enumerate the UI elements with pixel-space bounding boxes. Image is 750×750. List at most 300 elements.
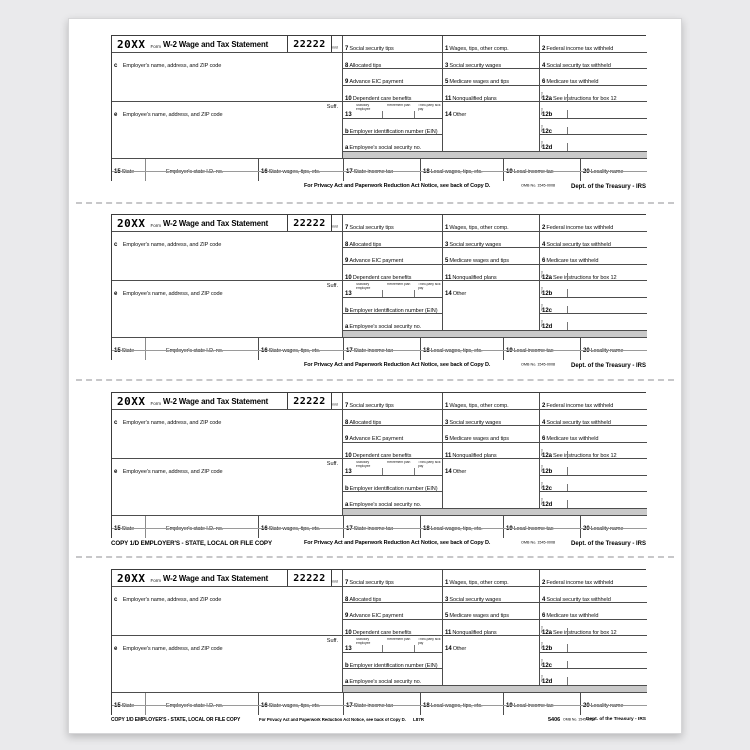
box-a-employee-ssn[interactable] xyxy=(342,314,442,331)
box-letter: c xyxy=(114,242,118,248)
box-e-employee-name-address[interactable] xyxy=(112,636,342,693)
box-label: Social security tax withheld xyxy=(546,596,611,603)
box-number: 10 xyxy=(345,452,352,459)
form-word: Form xyxy=(150,400,161,406)
void-checkbox[interactable] xyxy=(331,37,342,52)
box-label: State xyxy=(121,169,135,175)
box-number: 2 xyxy=(542,580,546,586)
box-number: 6 xyxy=(542,436,546,443)
treasury-dept-label: Dept. of the Treasury - IRS xyxy=(570,184,646,190)
box-letter: b xyxy=(345,485,349,492)
box-label: Wages, tips, other comp. xyxy=(449,580,509,586)
box-letter: a xyxy=(345,145,349,152)
box-number: 17 xyxy=(346,169,353,175)
state-row-entry-divider xyxy=(112,350,647,351)
code-divider xyxy=(567,628,568,636)
box-label: Employee's name, address, and ZIP code xyxy=(122,112,223,119)
box-a-employee-ssn[interactable] xyxy=(342,135,442,152)
box-number: 7 xyxy=(345,225,349,231)
box-label: Allocated tips xyxy=(349,241,382,248)
box-number: 11 xyxy=(445,95,452,102)
box-number: 16 xyxy=(261,526,268,532)
box-4-social-security-tax[interactable] xyxy=(539,410,647,427)
box-3-social-security-wages[interactable] xyxy=(442,53,539,70)
box-label: Wages, tips, other comp. xyxy=(449,46,509,52)
box-12a[interactable] xyxy=(539,86,647,103)
box-8-allocated-tips[interactable] xyxy=(342,587,442,604)
box-letter: e xyxy=(114,646,118,653)
box-12c[interactable] xyxy=(539,476,647,493)
box-number: 12d xyxy=(542,679,553,686)
box-number: 5 xyxy=(445,613,449,620)
box-label: Local wages, tips, etc. xyxy=(430,703,483,709)
box-12d[interactable] xyxy=(539,492,647,509)
box-13-checkboxes[interactable] xyxy=(342,459,442,476)
box-12c[interactable] xyxy=(539,653,647,670)
perforation-line xyxy=(76,379,674,381)
omb-number: OMB No. 1545-0008 xyxy=(521,184,556,188)
box-label: Local income tax xyxy=(513,526,554,532)
box-number: 6 xyxy=(542,613,546,620)
box-b-employer-ein[interactable] xyxy=(342,476,442,493)
box-number: 18 xyxy=(423,703,430,709)
control-number: 22222 xyxy=(293,395,326,407)
privacy-act-notice: For Privacy Act and Paperwork Reduction Act Notice, see back of Copy D. xyxy=(304,362,491,368)
box-number: 10 xyxy=(345,274,352,281)
void-checkbox[interactable] xyxy=(331,571,342,586)
box-label: See instructions for box 12 xyxy=(553,452,617,459)
box-number: 11 xyxy=(445,274,452,281)
box-7-social-security-tips[interactable] xyxy=(342,36,442,53)
box-label: Employer's state I.D. no. xyxy=(166,169,224,175)
code-divider xyxy=(567,94,568,102)
box-number: 12b xyxy=(542,469,553,476)
box-label: Other xyxy=(452,646,467,653)
w2-form xyxy=(111,392,646,538)
box-number: 12c xyxy=(542,307,553,314)
code-label: Code xyxy=(540,124,543,133)
box-13-checkboxes[interactable] xyxy=(342,636,442,653)
void-checkbox[interactable] xyxy=(331,216,342,231)
box-label: Employee's name, address, and ZIP code xyxy=(122,469,223,476)
box-letter: a xyxy=(345,502,349,509)
form-footer xyxy=(111,717,646,729)
box-14-other[interactable] xyxy=(442,636,539,686)
box-label: Medicare tax withheld xyxy=(546,613,599,620)
box-number: 5 xyxy=(445,79,449,86)
box-12d[interactable] xyxy=(539,135,647,152)
box-9-advance-eic-payment[interactable] xyxy=(342,426,442,443)
treasury-dept-label: Dept. of the Treasury - IRS xyxy=(586,717,646,722)
box-e-employee-name-address[interactable] xyxy=(112,102,342,159)
box-letter: b xyxy=(345,128,349,135)
statutory-employee-checkbox-label: Statutory employee xyxy=(356,104,371,112)
box-5-medicare-wages[interactable] xyxy=(442,69,539,86)
box-number: 15 xyxy=(114,348,121,354)
code-label: Code xyxy=(540,481,543,490)
box-number: 20 xyxy=(583,526,590,532)
box-label: Employee's social security no. xyxy=(349,324,422,331)
box-12a[interactable] xyxy=(539,620,647,637)
void-label: Void xyxy=(331,225,338,229)
box-label: Employer's name, address, and ZIP code xyxy=(122,597,222,603)
copy-designation: COPY 1/D EMPLOYER'S - STATE, LOCAL OR FILE COPY xyxy=(111,540,272,547)
box-number: 15 xyxy=(114,169,121,175)
box-11-nonqualified-plans[interactable] xyxy=(442,86,539,103)
box-number: 10 xyxy=(345,95,352,102)
box-11-nonqualified-plans[interactable] xyxy=(442,443,539,460)
box-label: State wages, tips, etc. xyxy=(268,526,321,532)
box-c-employer-name-address[interactable] xyxy=(112,232,342,281)
form-footer xyxy=(111,183,646,195)
box-8-allocated-tips[interactable] xyxy=(342,53,442,70)
checkbox-divider xyxy=(414,111,415,118)
box-b-employer-ein[interactable] xyxy=(342,298,442,315)
box-5-medicare-wages[interactable] xyxy=(442,603,539,620)
w2-form xyxy=(111,214,646,360)
box-number: 8 xyxy=(345,62,349,69)
box-7-social-security-tips[interactable] xyxy=(342,570,442,587)
box-number: 5 xyxy=(445,436,449,443)
box-label: Dependent care benefits xyxy=(352,452,412,459)
box-label: Medicare wages and tips xyxy=(449,79,509,86)
box-number: 15 xyxy=(114,526,121,532)
box-12b[interactable] xyxy=(539,459,647,476)
box-12a[interactable] xyxy=(539,443,647,460)
box-label: Social security tips xyxy=(349,46,394,52)
box-label: Advance EIC payment xyxy=(349,436,404,443)
tax-year: 20XX xyxy=(117,217,146,230)
box-label: State wages, tips, etc. xyxy=(268,169,321,175)
box-label: Federal income tax withheld xyxy=(546,403,614,409)
box-6-medicare-tax[interactable] xyxy=(539,426,647,443)
box-2-federal-income-tax[interactable] xyxy=(539,215,647,232)
box-6-medicare-tax[interactable] xyxy=(539,248,647,265)
perforation-line xyxy=(76,202,674,204)
form-word: Form xyxy=(150,222,161,228)
omb-number: OMB No. 1545-0008 xyxy=(521,363,556,367)
w2-form-copy xyxy=(111,392,646,554)
box-8-allocated-tips[interactable] xyxy=(342,232,442,249)
box-number: 12a xyxy=(542,95,553,102)
box-5-medicare-wages[interactable] xyxy=(442,248,539,265)
box-label: Local income tax xyxy=(513,703,554,709)
tax-year: 20XX xyxy=(117,395,146,408)
box-number: 20 xyxy=(583,348,590,354)
w2-form-copy xyxy=(111,569,646,731)
box-c-employer-name-address[interactable] xyxy=(112,410,342,459)
box-number: 2 xyxy=(542,403,546,409)
form-footer xyxy=(111,540,646,552)
box-b-employer-ein[interactable] xyxy=(342,653,442,670)
box-label: Allocated tips xyxy=(349,596,382,603)
code-label: Code xyxy=(540,303,543,312)
void-checkbox[interactable] xyxy=(331,394,342,409)
box-1-wages-tips[interactable] xyxy=(442,570,539,587)
box-label: Employer identification number (EIN) xyxy=(349,307,438,314)
code-divider xyxy=(567,451,568,459)
box-label: Wages, tips, other comp. xyxy=(449,403,509,409)
box-4-social-security-tax[interactable] xyxy=(539,53,647,70)
box-3-social-security-wages[interactable] xyxy=(442,587,539,604)
box-number: 14 xyxy=(445,646,452,653)
code-label: Code xyxy=(540,498,543,506)
box-9-advance-eic-payment[interactable] xyxy=(342,603,442,620)
code-divider xyxy=(567,677,568,685)
paper-sheet xyxy=(68,18,682,734)
box-number: 17 xyxy=(346,526,353,532)
box-11-nonqualified-plans[interactable] xyxy=(442,265,539,282)
box-1-wages-tips[interactable] xyxy=(442,215,539,232)
box-e-employee-name-address[interactable] xyxy=(112,459,342,516)
box-1-wages-tips[interactable] xyxy=(442,393,539,410)
box-label: Local income tax xyxy=(513,169,554,175)
code-divider xyxy=(567,273,568,281)
box-number: 1 xyxy=(445,46,449,52)
box-label: Employer's state I.D. no. xyxy=(166,526,224,532)
box-label: Medicare tax withheld xyxy=(546,79,599,86)
treasury-dept-label: Dept. of the Treasury - IRS xyxy=(570,541,646,547)
box-10-dependent-care-benefits[interactable] xyxy=(342,443,442,460)
tax-year: 20XX xyxy=(117,38,146,51)
box-12d[interactable] xyxy=(539,669,647,686)
box-12c[interactable] xyxy=(539,298,647,315)
code-label: Code xyxy=(540,448,543,456)
code-label: Code xyxy=(540,625,543,633)
form-word: Form xyxy=(150,577,161,583)
box-label: State xyxy=(121,348,135,354)
box-number: 7 xyxy=(345,580,349,586)
box-14-other[interactable] xyxy=(442,459,539,509)
box-label: Social security tips xyxy=(349,403,394,409)
box-letter: b xyxy=(345,307,349,314)
box-label: Federal income tax withheld xyxy=(546,580,614,586)
checkbox-divider xyxy=(382,468,383,475)
box-12b[interactable] xyxy=(539,281,647,298)
box-6-medicare-tax[interactable] xyxy=(539,603,647,620)
box-label: Social security tax withheld xyxy=(546,62,611,69)
box-number: 12c xyxy=(542,128,553,135)
box-label: Nonqualified plans xyxy=(452,274,497,281)
box-2-federal-income-tax[interactable] xyxy=(539,36,647,53)
box-e-employee-name-address[interactable] xyxy=(112,281,342,338)
box-label: Employee's name, address, and ZIP code xyxy=(122,291,223,298)
box-label: Medicare wages and tips xyxy=(449,258,509,265)
box-a-employee-ssn[interactable] xyxy=(342,669,442,686)
box-12b[interactable] xyxy=(539,636,647,653)
box-9-advance-eic-payment[interactable] xyxy=(342,69,442,86)
omb-number: OMB No. 1545-0008 xyxy=(563,718,595,722)
box-label: State wages, tips, etc. xyxy=(268,703,321,709)
box-label: Medicare tax withheld xyxy=(546,436,599,443)
box-4-social-security-tax[interactable] xyxy=(539,587,647,604)
box-number: 11 xyxy=(445,629,452,636)
box-number: 9 xyxy=(345,613,349,620)
code-divider xyxy=(567,500,568,508)
box-number: 13 xyxy=(345,291,352,298)
box-number: 5 xyxy=(445,258,449,265)
code-divider xyxy=(567,289,568,297)
box-number: 6 xyxy=(542,79,546,86)
box-label: Medicare tax withheld xyxy=(546,258,599,265)
box-c-employer-name-address[interactable] xyxy=(112,587,342,636)
box-label: Employer's name, address, and ZIP code xyxy=(122,63,222,69)
box-c-employer-name-address[interactable] xyxy=(112,53,342,102)
box-14-other[interactable] xyxy=(442,102,539,152)
box-number: 14 xyxy=(445,469,452,476)
tax-year: 20XX xyxy=(117,572,146,585)
box-number: 12b xyxy=(542,646,553,653)
box-label: Locality name xyxy=(590,526,624,532)
box-number: 14 xyxy=(445,291,452,298)
third-party-sick-pay-checkbox-label: Third-party sick pay xyxy=(418,104,441,112)
box-number: 15 xyxy=(114,703,121,709)
form-code-right: 5406 xyxy=(548,717,561,723)
box-10-dependent-care-benefits[interactable] xyxy=(342,620,442,637)
code-divider xyxy=(567,644,568,652)
box-8-allocated-tips[interactable] xyxy=(342,410,442,427)
box-label: Other xyxy=(452,291,467,298)
box-number: 19 xyxy=(506,703,513,709)
box-letter: e xyxy=(114,112,118,119)
box-number: 1 xyxy=(445,580,449,586)
box-12a[interactable] xyxy=(539,265,647,282)
code-divider xyxy=(567,110,568,118)
box-11-nonqualified-plans[interactable] xyxy=(442,620,539,637)
box-12c[interactable] xyxy=(539,119,647,136)
box-label: Other xyxy=(452,469,467,476)
box-label: Locality name xyxy=(590,169,624,175)
statutory-employee-checkbox-label: Statutory employee xyxy=(356,638,371,646)
box-label: Local income tax xyxy=(513,348,554,354)
box-14-other[interactable] xyxy=(442,281,539,331)
box-label: Advance EIC payment xyxy=(349,613,404,620)
box-label: Nonqualified plans xyxy=(452,629,497,636)
box-1-wages-tips[interactable] xyxy=(442,36,539,53)
box-number: 13 xyxy=(345,646,352,653)
box-number: 18 xyxy=(423,526,430,532)
box-b-employer-ein[interactable] xyxy=(342,119,442,136)
box-12b[interactable] xyxy=(539,102,647,119)
box-7-social-security-tips[interactable] xyxy=(342,393,442,410)
third-party-sick-pay-checkbox-label: Third-party sick pay xyxy=(418,283,441,291)
third-party-sick-pay-checkbox-label: Third-party sick pay xyxy=(418,638,441,646)
box-letter: c xyxy=(114,63,118,69)
w2-form xyxy=(111,35,646,181)
box-label: Local wages, tips, etc. xyxy=(430,169,483,175)
privacy-act-notice: For Privacy Act and Paperwork Reduction Act Notice, see back of Copy D. xyxy=(259,718,406,723)
box-number: 12b xyxy=(542,112,553,119)
box-number: 16 xyxy=(261,703,268,709)
box-3-social-security-wages[interactable] xyxy=(442,232,539,249)
box-12d[interactable] xyxy=(539,314,647,331)
code-label: Code xyxy=(540,642,543,650)
box-label: Employer's name, address, and ZIP code xyxy=(122,420,222,426)
omb-number: OMB No. 1545-0008 xyxy=(521,541,556,545)
box-number: 12d xyxy=(542,502,553,509)
control-number-box xyxy=(287,215,332,231)
box-number: 19 xyxy=(506,348,513,354)
privacy-act-notice: For Privacy Act and Paperwork Reduction Act Notice, see back of Copy D. xyxy=(304,540,491,546)
control-number: 22222 xyxy=(293,217,326,229)
shaded-strip xyxy=(342,509,647,516)
box-number: 6 xyxy=(542,258,546,265)
box-label: Medicare wages and tips xyxy=(449,436,509,443)
box-label: State income tax xyxy=(353,526,394,532)
box-number: 8 xyxy=(345,596,349,603)
box-number: 18 xyxy=(423,169,430,175)
copy-designation: COPY 1/D EMPLOYER'S - STATE, LOCAL OR FILE COPY xyxy=(111,717,241,723)
box-number: 11 xyxy=(445,452,452,459)
box-label: Locality name xyxy=(590,348,624,354)
box-2-federal-income-tax[interactable] xyxy=(539,393,647,410)
box-10-dependent-care-benefits[interactable] xyxy=(342,265,442,282)
box-label: Local wages, tips, etc. xyxy=(430,348,483,354)
form-title: W-2 Wage and Tax Statement xyxy=(163,397,269,406)
box-9-advance-eic-payment[interactable] xyxy=(342,248,442,265)
box-number: 2 xyxy=(542,225,546,231)
code-divider xyxy=(567,467,568,475)
box-13-checkboxes[interactable] xyxy=(342,281,442,298)
form-footer xyxy=(111,362,646,374)
box-label: Social security wages xyxy=(449,241,502,248)
box-label: Employee's social security no. xyxy=(349,145,422,152)
checkbox-divider xyxy=(382,645,383,652)
box-number: 20 xyxy=(583,169,590,175)
box-7-social-security-tips[interactable] xyxy=(342,215,442,232)
box-label: See instructions for box 12 xyxy=(553,274,617,281)
box-label: Nonqualified plans xyxy=(452,95,497,102)
box-5-medicare-wages[interactable] xyxy=(442,426,539,443)
box-number: 4 xyxy=(542,241,546,248)
box-number: 17 xyxy=(346,348,353,354)
checkbox-divider xyxy=(414,645,415,652)
box-label: Social security tips xyxy=(349,225,394,231)
shaded-strip xyxy=(342,686,647,693)
box-number: 7 xyxy=(345,403,349,409)
box-2-federal-income-tax[interactable] xyxy=(539,570,647,587)
box-label: Employer's name, address, and ZIP code xyxy=(122,242,222,248)
box-label: Other xyxy=(452,112,467,119)
void-label: Void xyxy=(331,580,338,584)
box-number: 13 xyxy=(345,469,352,476)
code-divider xyxy=(567,322,568,330)
control-number: 22222 xyxy=(293,572,326,584)
box-label: Wages, tips, other comp. xyxy=(449,225,509,231)
box-label: Federal income tax withheld xyxy=(546,225,614,231)
code-divider xyxy=(567,484,568,492)
box-13-checkboxes[interactable] xyxy=(342,102,442,119)
box-number: 12c xyxy=(542,485,553,492)
box-label: See instructions for box 12 xyxy=(553,95,617,102)
box-letter: c xyxy=(114,597,118,603)
box-6-medicare-tax[interactable] xyxy=(539,69,647,86)
box-label: Advance EIC payment xyxy=(349,79,404,86)
box-number: 12a xyxy=(542,452,553,459)
box-10-dependent-care-benefits[interactable] xyxy=(342,86,442,103)
box-a-employee-ssn[interactable] xyxy=(342,492,442,509)
box-4-social-security-tax[interactable] xyxy=(539,232,647,249)
box-number: 3 xyxy=(445,241,449,248)
w2-form xyxy=(111,569,646,715)
box-label: Social security wages xyxy=(449,596,502,603)
box-3-social-security-wages[interactable] xyxy=(442,410,539,427)
retirement-plan-checkbox-label: Retirement plan xyxy=(387,638,411,642)
box-letter: a xyxy=(345,324,349,331)
checkbox-divider xyxy=(382,290,383,297)
box-label: State income tax xyxy=(353,348,394,354)
box-label: Dependent care benefits xyxy=(352,629,412,636)
